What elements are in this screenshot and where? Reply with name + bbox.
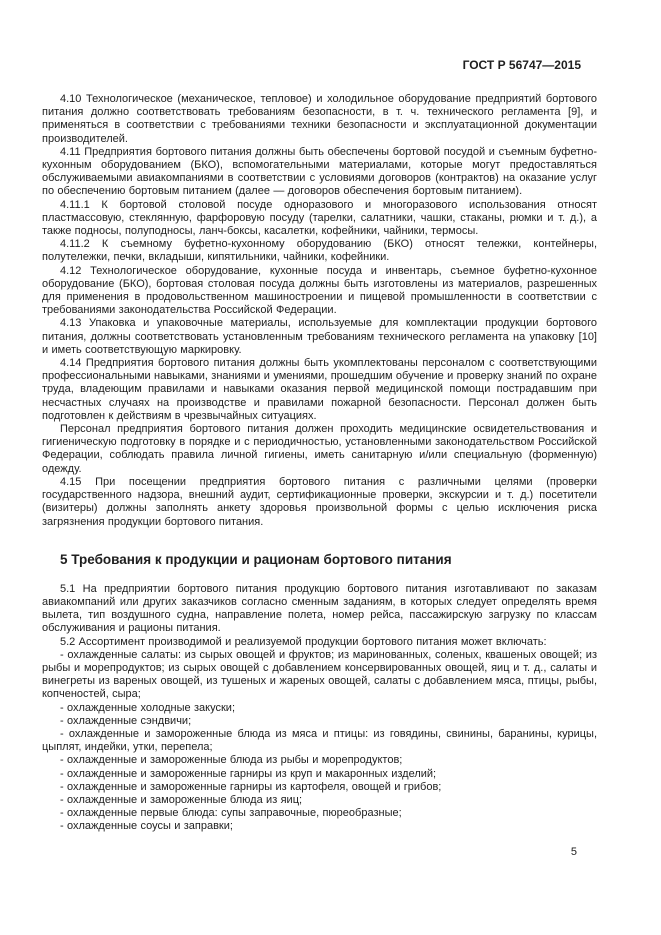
- section-5-requirements: [42, 552, 597, 834]
- assortment-item: - охлажденные и замороженные гарниры из картофеля, овощей и грибов;: [60, 780, 442, 793]
- clause-4-10: 4.10 Технологическое (механическое, тепловое) и холодильное оборудование предприятий бортового питания должно соответствовать требованиям безопасности, в т. ч. технического регламента [9], и применяться в соответствии с требованиями техники безопасности и эксплуатационной документации производителей.: [42, 93, 597, 145]
- assortment-item: - охлажденные сэндвичи;: [60, 714, 192, 727]
- assortment-item: - охлажденные соусы и заправки;: [60, 820, 233, 833]
- clause-5-1: 5.1 На предприятии бортового питания продукцию бортового питания изготавливают по заказам авиакомпаний или других заказчиков согласно сменным заданиям, в которых следует определять время вылета, тип воздушного судна, направление полета, номер рейса, пассажирскую загрузку по классам обслуживания и рационы питания.: [42, 582, 597, 635]
- assortment-item: - охлажденные и замороженные блюда из яиц;: [60, 793, 303, 806]
- clause-4-13: 4.13 Упаковка и упаковочные материалы, используемые для комплектации продукции бортового питания, должны соответствовать установленным требованиям технического регламента на упаковку [10] и иметь соответствующую маркировку.: [42, 317, 597, 356]
- clause-4-11-1: 4.11.1 К бортовой столовой посуде одноразового и многоразового использования относят пластмассовую, стеклянную, фарфоровую посуду (тарелки, салатники, чашки, стаканы, рюмки и т. д.), а также подносы, полуподносы, ланч-боксы, касалетки, кофейники, чайники, термосы.: [42, 198, 597, 238]
- clause-4-14: 4.14 Предприятия бортового питания должны быть укомплектованы персоналом с соответствующими профессиональными навыками, знаниями и умениями, прошедшим обучение и проверку знаний по охране труда, владеющим правилами и навыками оказания первой медицинской помощи пострадавшим при несчастных случаях на производстве и правилами пожарной безопасности. Персонал должен быть подготовлен к действиям в чрезвычайных ситуациях.: [42, 357, 597, 422]
- assortment-item: - охлажденные и замороженные гарниры из круп и макаронных изделий;: [60, 767, 437, 780]
- standard-number: ГОСТ Р 56747—2015: [462, 58, 581, 72]
- page-header: [42, 58, 597, 72]
- clause-4-15: 4.15 При посещении предприятия бортового питания с различными целями (проверки государственного надзора, внешний аудит, сертификационные проверки, экскурсии и т. д.) посетители (визитеры) должны заполнять анкету здоровья произвольной формы с целью исключения риска загрязнения продукции бортового питания.: [42, 475, 597, 528]
- assortment-item: - охлажденные и замороженные блюда из мяса и птицы: из говядины, свинины, баранины, курицы, цыплят, индейки, утки, перепела;: [42, 727, 597, 754]
- clause-4-12: 4.12 Технологическое оборудование, кухонные посуда и инвентарь, съемное буфетно-кухонное оборудование (БКО), бортовая столовая посуда должны быть изготовлены из материалов, разрешенных для применения в продовольственном машиностроении и пищевой промышленности в соответствии с требованиями законодательства Российской Федерации.: [42, 264, 597, 317]
- clause-4-14-continued: Персонал предприятия бортового питания должен проходить медицинские освидетельствования и гигиеническую подготовку в порядке и с периодичностью, установленными законодательством Российской Федерации, соблюдать правила личной гигиены, иметь санитарную и/или специальную (форменную) одежду.: [42, 423, 597, 475]
- section-4-requirements: [42, 93, 597, 529]
- page-number: 5: [570, 845, 577, 858]
- clause-5-2: 5.2 Ассортимент производимой и реализуемой продукции бортового питания может включать:: [60, 635, 547, 648]
- assortment-item: - охлажденные салаты: из сырых овощей и фруктов; из маринованных, соленых, квашеных овощей; из рыбы и морепродуктов; из сырых овощей с добавлением консервированных овощей, яиц и т. д., салаты и винегреты из вареных овощей, из тушеных и жареных овощей, салаты с добавлением мяса, птицы, рыбы, копченостей, сыра;: [42, 648, 597, 701]
- assortment-item: - охлажденные холодные закуски;: [60, 701, 236, 714]
- clause-4-11-2: 4.11.2 К съемному буфетно-кухонному оборудованию (БКО) относят тележки, контейнеры, полутележки, печки, вкладыши, кипятильники, чайники, кофейники.: [42, 238, 597, 264]
- assortment-item: - охлажденные и замороженные блюда из рыбы и морепродуктов;: [60, 754, 403, 767]
- assortment-item: - охлажденные первые блюда: супы заправочные, пюреобразные;: [60, 807, 402, 820]
- clause-4-11: 4.11 Предприятия бортового питания должны быть обеспечены бортовой посудой и съемным буфетно-кухонным оборудованием (БКО), вспомогательными материалами, которые могут предоставляться обслуживаемыми авиакомпаниями в соответствии с условиями договоров (контрактов) на оказание услуг по обеспечению бортовым питанием (далее — договоров обеспечения бортовым питанием).: [42, 145, 597, 198]
- section-5-heading: 5 Требования к продукции и рационам бортового питания: [60, 551, 452, 567]
- page-footer: [42, 846, 597, 858]
